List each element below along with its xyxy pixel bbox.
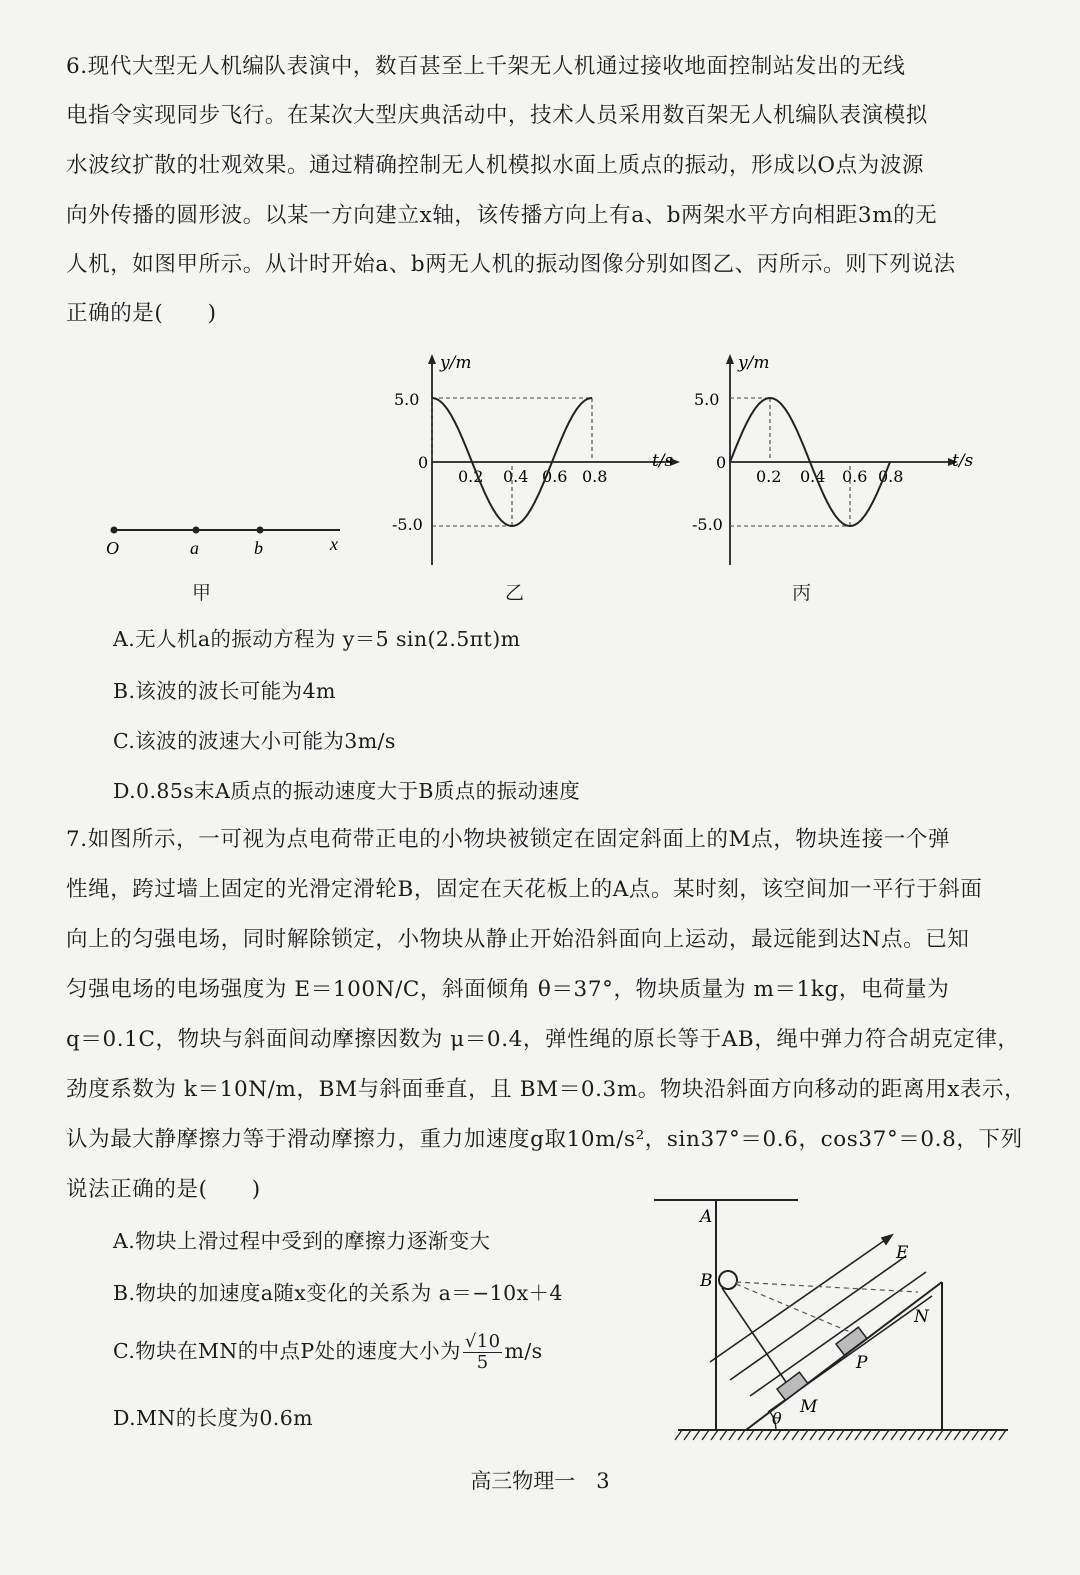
hatch-mark [855, 1430, 862, 1440]
hatch-mark [675, 1430, 682, 1440]
ground-hatching [675, 1430, 1006, 1440]
ylabel: y/m [440, 353, 472, 373]
hatch-mark [720, 1430, 727, 1440]
hatch-mark [936, 1430, 943, 1440]
ylabel: y/m [738, 353, 770, 373]
xtick-0.6: 0.6 [842, 467, 868, 486]
q7-option-b: B.物块的加速度a随x变化的关系为 a＝−10x＋4 [113, 1281, 563, 1305]
hatch-mark [873, 1430, 880, 1440]
point-a [193, 527, 200, 534]
hatch-mark [990, 1430, 997, 1440]
hatch-mark [909, 1430, 916, 1440]
hatch-mark [999, 1430, 1006, 1440]
q6-line-6: 正确的是( ) [66, 301, 217, 326]
hatch-mark [864, 1430, 871, 1440]
q6-line-5: 人机，如图甲所示。从计时开始a、b两无人机的振动图像分别如图乙、丙所示。则下列说法 [66, 252, 956, 277]
fraction [463, 1332, 503, 1373]
q7-line-6: 劲度系数为 k＝10N/m，BM与斜面垂直，且 BM＝0.3m。物块沿斜面方向移动的距离用x表示， [66, 1077, 1027, 1102]
q6-option-d: D.0.85s末A质点的振动速度大于B质点的振动速度 [113, 779, 581, 803]
option-c-unit: m/s [504, 1339, 543, 1363]
hatch-mark [819, 1430, 826, 1440]
hatch-mark [954, 1430, 961, 1440]
hatch-mark [702, 1430, 709, 1440]
label-a: a [190, 538, 199, 558]
option-c-text: C.物块在MN的中点P处的速度大小为 [113, 1339, 461, 1363]
hatch-mark [693, 1430, 700, 1440]
q7-line-2: 性绳，跨过墙上固定的光滑定滑轮B，固定在天花板上的A点。某时刻，该空间加一平行于斜面 [66, 877, 983, 902]
hatch-mark [882, 1430, 889, 1440]
y-axis-arrow [726, 354, 734, 364]
q6-option-a: A.无人机a的振动方程为 y＝5 sin(2.5πt)m [113, 627, 521, 651]
point-O [111, 527, 118, 534]
q6-line-2: 电指令实现同步飞行。在某次大型庆典活动中，技术人员采用数百架无人机编队表演模拟 [66, 103, 928, 128]
label-theta: θ [772, 1409, 782, 1428]
hatch-mark [972, 1430, 979, 1440]
hatch-mark [747, 1430, 754, 1440]
hatch-mark [918, 1430, 925, 1440]
hatch-mark [900, 1430, 907, 1440]
hatch-mark [927, 1430, 934, 1440]
xtick-0.8: 0.8 [582, 467, 608, 486]
xtick-0.6: 0.6 [542, 467, 568, 486]
xtick-0.8: 0.8 [878, 467, 904, 486]
hatch-mark [945, 1430, 952, 1440]
q6-line-4: 向外传播的圆形波。以某一方向建立x轴，该传播方向上有a、b两架水平方向相距3m的无 [66, 203, 938, 228]
page-footer: 高三物理一 3 [470, 1469, 610, 1493]
pulley-B [719, 1271, 737, 1289]
hatch-mark [729, 1430, 736, 1440]
label-P: P [856, 1353, 868, 1373]
q7-line-4: 匀强电场的电场强度为 E＝100N/C，斜面倾角 θ＝37°，物块质量为 m＝1kg，电荷量为 [66, 977, 950, 1002]
hatch-mark [963, 1430, 970, 1440]
y-axis-arrow [428, 354, 436, 364]
q7-option-c [113, 1332, 543, 1373]
figure-jia [100, 510, 360, 610]
dashed-B-N [736, 1282, 918, 1292]
hatch-mark [738, 1430, 745, 1440]
hatch-mark [846, 1430, 853, 1440]
q7-line-7: 认为最大静摩擦力等于滑动摩擦力，重力加速度g取10m/s²，sin37°＝0.6，cos37°＝0.8，下列 [66, 1127, 1023, 1152]
ytick-0: 0 [418, 453, 429, 472]
q7-option-a: A.物块上滑过程中受到的摩擦力逐渐变大 [113, 1229, 491, 1253]
hatch-mark [765, 1430, 772, 1440]
xtick-0.2: 0.2 [756, 467, 782, 486]
q6-line-1: 6.现代大型无人机编队表演中，数百甚至上千架无人机通过接收地面控制站发出的无线 [66, 54, 906, 79]
q7-option-d: D.MN的长度为0.6m [113, 1406, 313, 1430]
ytick-5: 5.0 [394, 390, 420, 409]
incline-diagram [650, 1192, 1020, 1452]
hatch-mark [684, 1430, 691, 1440]
q7-line-5: q＝0.1C，物块与斜面间动摩擦因数为 μ＝0.4，弹性绳的原长等于AB，绳中弹力符合胡克定律， [66, 1027, 1020, 1052]
q6-option-c: C.该波的波速大小可能为3m/s [113, 729, 396, 753]
caption-jia: 甲 [192, 582, 212, 604]
ytick-5: 5.0 [694, 390, 720, 409]
caption-bing: 丙 [792, 582, 812, 604]
ytick-neg5: -5.0 [692, 515, 723, 534]
hatch-mark [711, 1430, 718, 1440]
label-E: E [896, 1243, 909, 1263]
caption-yi: 乙 [505, 582, 525, 604]
hatch-mark [981, 1430, 988, 1440]
label-O: O [106, 538, 119, 558]
fraction-numerator: √10 [464, 1331, 501, 1352]
q6-option-b: B.该波的波长可能为4m [113, 679, 336, 703]
label-B: B [700, 1271, 713, 1291]
ytick-0: 0 [716, 453, 727, 472]
hatch-mark [801, 1430, 808, 1440]
fraction-denominator: 5 [476, 1352, 489, 1373]
hatch-mark [891, 1430, 898, 1440]
hatch-mark [756, 1430, 763, 1440]
xtick-0.2: 0.2 [458, 467, 484, 486]
hatch-mark [810, 1430, 817, 1440]
label-M: M [800, 1397, 818, 1417]
hatch-mark [783, 1430, 790, 1440]
label-A: A [700, 1207, 713, 1227]
xlabel: t/s [652, 451, 674, 471]
label-b: b [254, 538, 263, 558]
xtick-0.4: 0.4 [800, 467, 826, 486]
point-b [257, 527, 264, 534]
hatch-mark [774, 1430, 781, 1440]
q6-line-3: 水波纹扩散的壮观效果。通过精确控制无人机模拟水面上质点的振动，形成以O点为波源 [66, 153, 925, 178]
label-N: N [914, 1307, 929, 1327]
q7-line-3: 向上的匀强电场，同时解除锁定，小物块从静止开始沿斜面向上运动，最远能到达N点。已知 [66, 927, 970, 952]
label-x: x [330, 534, 338, 554]
figure-yi-chart [390, 350, 690, 570]
figure-bing-chart [692, 350, 992, 570]
ytick-neg5: -5.0 [392, 515, 423, 534]
xtick-0.4: 0.4 [503, 467, 529, 486]
hatch-mark [792, 1430, 799, 1440]
incline-surface [746, 1282, 942, 1430]
q7-line-1: 7.如图所示，一可视为点电荷带正电的小物块被锁定在固定斜面上的M点，物块连接一个弹 [66, 827, 951, 852]
xlabel: t/s [952, 451, 974, 471]
hatch-mark [837, 1430, 844, 1440]
hatch-mark [828, 1430, 835, 1440]
q7-line-8: 说法正确的是( ) [66, 1177, 261, 1202]
